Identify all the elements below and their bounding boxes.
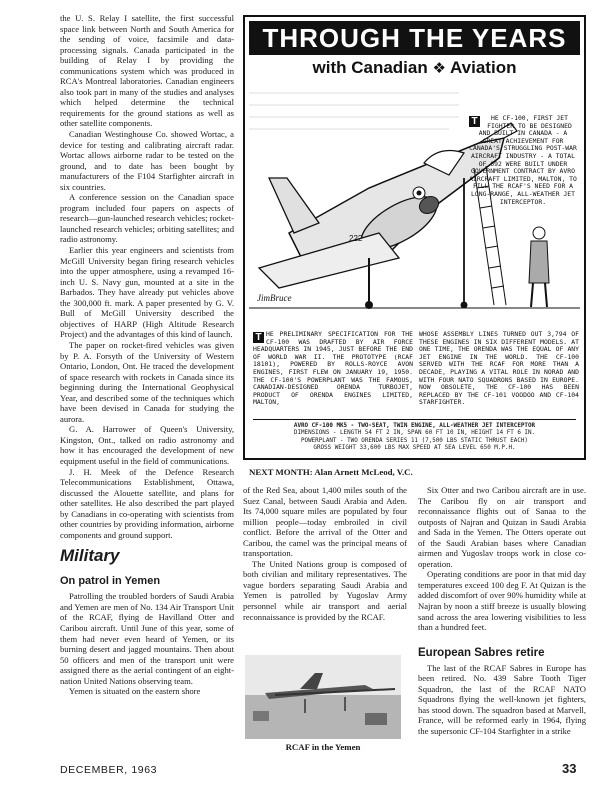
specs-line: DIMENSIONS - LENGTH 54 FT 2 IN, SPAN 60 FT 10 IN, HEIGHT 14 FT 6 IN. [293, 430, 536, 437]
specs-line: POWERPLANT - TWO ORENDA SERIES 11 (7,500 LBS STATIC THRUST EACH) [301, 437, 528, 444]
paragraph: The last of the RCAF Sabres in Europe has been retired. No. 439 Sabre Tooth Tiger Squadron, the last of the RCAF NATO Squadrons flying the well-known jet fighters, has stood down. The squadron based at Marvell, France, will be reformed early in 1964, flying the supersonic CF-104 Starfighter in a strike [418, 662, 586, 736]
caption-bottom-left [253, 331, 413, 407]
caption-bottom-right: WHOSE ASSEMBLY LINES TURNED OUT 3,794 OF THESE ENGINES IN SIX DIFFERENT MODELS. AT ONE TIME, THE ORENDA WAS THE EQUAL OF ANY JET ENGINE IN THE WORLD. THE CF-100 SERVED WITH THE RCAF FOR MORE THAN A DECADE, PLAYING A VITAL ROLE IN NORAD AND WITH FOUR NATO SQUADRONS BASED IN EUROPE. NOW OBSOLETE, THE CF-100 HAS BEEN REPLACED BY THE CF-101 VOODOO AND CF-104 STARFIGHTER. [419, 330, 579, 407]
middle-column [243, 485, 407, 622]
paragraph: Six Otter and two Caribou aircraft are in use. The Caribou fly on air transport and reconnaissance flights out of Sanaa to the outposts of Najran and Quizan in Saudi Arabia and Sada in the Yemen. The Otters operate out of the Saudi Arabian bases where Canadian airmen and Yugoslav troops work in close co-operation. [418, 485, 586, 569]
specs-line: AVRO CF-100 MK5 - TWO-SEAT, TWIN ENGINE, ALL-WEATHER JET INTERCEPTOR [293, 423, 536, 429]
through-the-years-panel [243, 15, 586, 477]
paragraph: Operating conditions are poor in that mid day temperatures exceed 100 deg F. At Quizan is the added discomfort of over 90% humidity while at Najran by noon a stiff breeze is usually blowing sand across the area lowering visibilities to less than a hundred feet. [418, 569, 586, 633]
paragraph: Patrolling the troubled borders of Saudi Arabia and Yemen are men of No. 134 Air Transport Unit of the RCAF, flying de Havilland Otter and Caribou aircraft. Until June of this year, some of them had never even heard of Yemen, or its burning desert and jagged mountains. Then about 50 officers and men of the transport unit were assigned there as the aerial contingent of an eight-nation United Nations observing team. [60, 591, 234, 686]
paragraph: Yemen is situated on the eastern shore [69, 686, 201, 697]
right-column [418, 485, 586, 736]
paragraph: the U. S. Relay I satellite, the first successful space link between North and South America for the sending of voice, facsimile and data-processing signals. Canada participated in the building of Relay I by providing the communications system which was produced in RCA's Montreal laboratories. Canadian engineers also took part in many of the studies and analyses which helped determine the technical requirements for the ground stations as well as other satellite components. [60, 13, 234, 129]
photo-caption: RCAF in the Yemen [285, 742, 361, 752]
paragraph: The paper on rocket-fired vehicles was given by P. A. Forsyth of the University of Western Ontario, London, Ont. He traced the development of space research with rockets in Canada since its beginning during the International Geophysical Year, and described some of the techniques which have been devised in Canada for studying the aurora. [60, 339, 234, 424]
yemen-article-heading: On patrol in Yemen [60, 575, 161, 588]
footer-date: DECEMBER, 1963 [60, 764, 158, 776]
paragraph: G. A. Harrower of Queen's University, Kingston, Ont., talked on radio astronomy and how it has encouraged the development of new equipment useful in the field of communications. [60, 424, 234, 466]
left-column [60, 13, 234, 697]
military-section-heading: Military [60, 546, 234, 567]
subtitle-pre: with Canadian [312, 58, 428, 77]
specs-line: GROSS WEIGHT 33,600 LBS MAX SPEED AT SEA LEVEL 650 M.P.H. [313, 445, 516, 452]
caption-right [469, 115, 577, 206]
page-number: 33 [562, 761, 577, 776]
dropcap: T [253, 332, 264, 343]
caption-right-text: HE CF-100, FIRST JET FIGHTER TO BE DESIGNED AND BUILT IN CANADA - A GREAT ACHIEVEMENT FOR CANADA'S STRUGGLING POST-WAR AIRCRAFT INDUSTRY - A TOTAL OF 692 WERE BUILT UNDER GOVERNMENT CONTRACT BY AVRO AIRCRAFT LIMITED, MALTON, TO FILL THE RCAF'S NEED FOR A LONG-RANGE, ALL-WEATHER JET INTERCEPTOR. [469, 114, 577, 206]
dropcap: T [469, 116, 480, 127]
paragraph: J. H. Meek of the Defence Research Telecommunications Establishment, Ottawa, discussed the Alouette satellite, and plans for other satellites. He also described the part played by Canadians in co-operating with scientists from other countries by providing information, airborne components and ground support. [60, 466, 234, 540]
panel-subtitle [249, 57, 580, 80]
paragraph: A conference session on the Canadian space program included four papers on aspects of research—gun-launched research vehicles; rocket-launched research vehicles; orbiting satellites; and radio astronomy. [60, 192, 234, 245]
paragraph: Earlier this year engineers and scientists from McGill University began firing research vehicles into the upper atmosphere, using a revamped 16-inch U. S. Navy gun, mounted at a site in the Barbados. They have already put vehicles above the 300,000 ft. mark. A paper presented by G. V. Bull of McGill University described the objectives of HARP (High Altitude Research Project) and the advantages of this kind of launch. [60, 245, 234, 340]
paragraph: Canadian Westinghouse Co. showed Wortac, a device for testing and calibrating aircraft radar. Wortac allows airborne radar to be tested on the ground, and to date has been bought by manufacturers of the F104 Starfighter aircraft in six countries. [60, 129, 234, 192]
artist-signature: JimBruce [257, 293, 292, 303]
rcaf-yemen-photo [245, 655, 401, 739]
next-month-note: NEXT MONTH: Alan Arnett McLeod, V.C. [249, 467, 413, 477]
aircraft-specs [253, 419, 576, 453]
panel-title: THROUGH THE YEARS [262, 23, 567, 53]
paragraph: of the Red Sea, about 1,400 miles south of the Suez Canal, between Saudi Arabia and Aden. Its 74,000 square miles are populated by four million people—today embroiled in civil conflict. Before the arrival of the Otter and Caribou, the camel was the principal means of transportation. [243, 485, 407, 559]
paragraph: The United Nations group is composed of both civilian and military representatives. The vague borders separating Saudi Arabia and Yemen is patrolled by Yugoslav Army personnel while air transport and aerial reconnaissance is provided by the RCAF. [243, 558, 407, 622]
aircraft-number: 222 [349, 234, 363, 243]
sabres-article-heading: European Sabres retire [418, 646, 545, 659]
maple-leaf-icon: ❖ [432, 60, 446, 77]
subtitle-post: Aviation [450, 58, 517, 77]
caption-bl-text: HE PRELIMINARY SPECIFICATION FOR THE CF-100 WAS DRAFTED BY AIR FORCE HEADQUARTERS IN 1945, JUST BEFORE THE END OF WORLD WAR II. THE PROTOTYPE (RCAF 18101), POWERED BY ROLLS-ROYCE AVON ENGINES, FIRST FLEW ON JANUARY 19, 1950. THE CF-100'S POWERPLANT WAS THE FAMOUS, CANADIAN-DESIGNED ORENDA TURBOJET, PRODUCT OF ORENDA ENGINES LIMITED, MALTON, [253, 330, 413, 407]
